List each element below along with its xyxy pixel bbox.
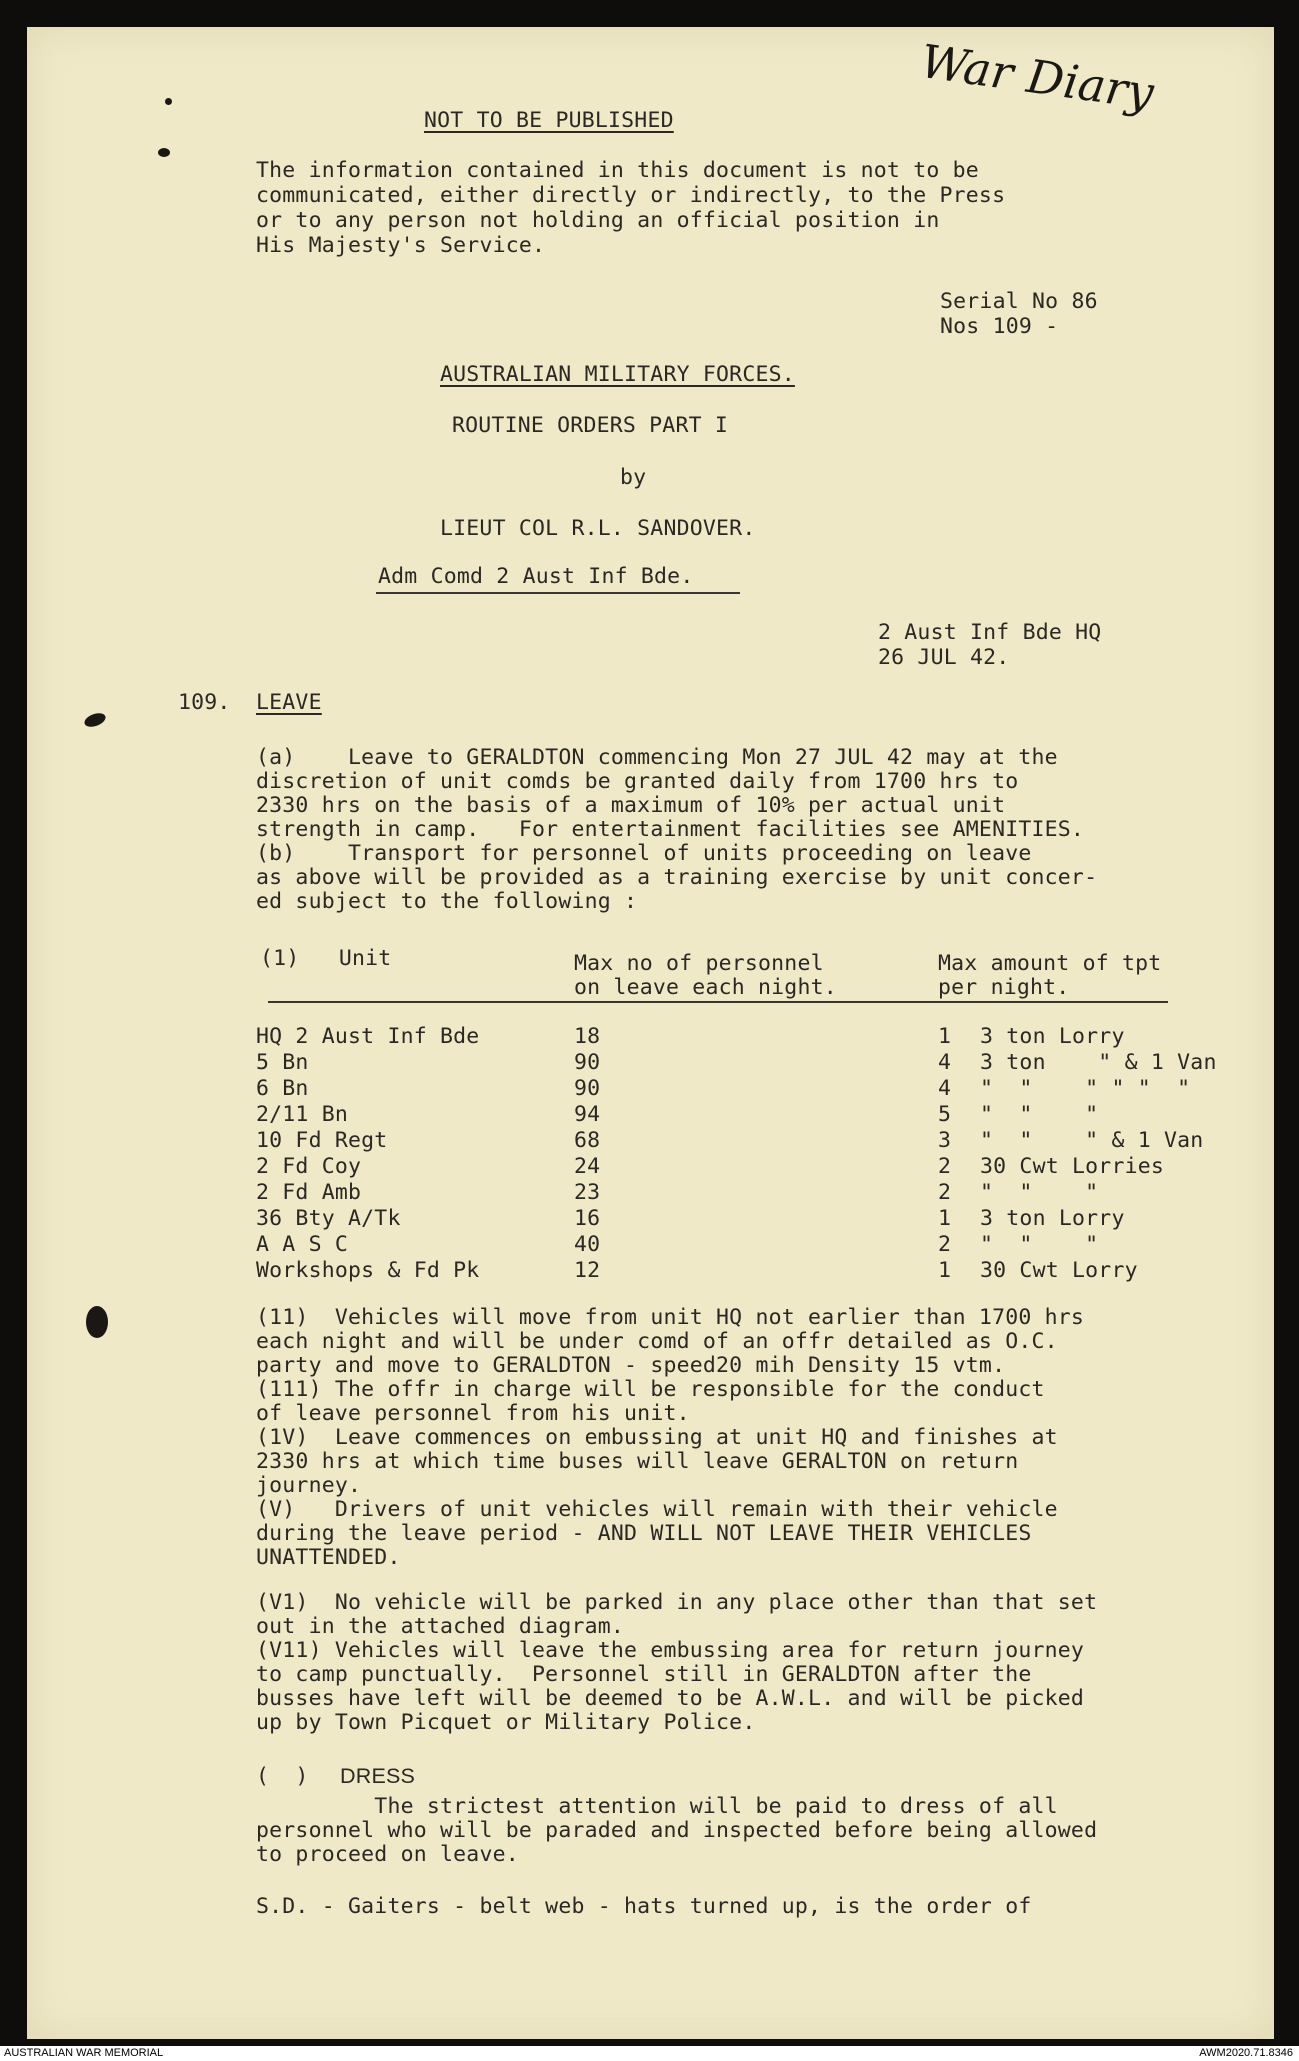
item-number: 109. — [178, 690, 231, 715]
title-by: by — [620, 465, 647, 490]
serial-number: Serial No 86 — [940, 289, 1098, 314]
hq-location: 2 Aust Inf Bde HQ — [878, 620, 1102, 645]
footer-bar — [0, 2046, 1299, 2061]
count-cell: 5 — [938, 1102, 952, 1127]
tpt-cell: 30 Cwt Lorries — [980, 1154, 1165, 1179]
tpt-cell: " " " & 1 Van — [980, 1128, 1204, 1153]
tpt-cell: 30 Cwt Lorry — [980, 1258, 1138, 1283]
tpt-cell: " " " — [980, 1232, 1099, 1257]
table-header-rule — [268, 1001, 1168, 1003]
table-header-max: Max no of personnel — [574, 951, 824, 976]
ink-mark — [86, 1306, 108, 1338]
tpt-cell: " " " — [980, 1180, 1099, 1205]
final-line: S.D. - Gaiters - belt web - hats turned up, is the order of — [256, 1894, 1032, 1919]
instruction-line: (111) The offr in charge will be responsible for the conduct — [256, 1377, 1045, 1402]
title-forces: AUSTRALIAN MILITARY FORCES. — [440, 362, 795, 387]
ink-mark — [165, 98, 172, 105]
unit-cell: HQ 2 Aust Inf Bde — [256, 1024, 480, 1049]
title-officer: LIEUT COL R.L. SANDOVER. — [440, 516, 756, 541]
instruction-line: each night and will be under comd of an offr detailed as O.C. — [256, 1329, 1058, 1354]
instruction-line: party and move to GERALDTON - speed20 mih Density 15 vtm. — [256, 1353, 1006, 1378]
ink-mark — [158, 148, 170, 157]
count-cell: 1 — [938, 1206, 952, 1231]
tpt-cell: " " " — [980, 1102, 1099, 1127]
instruction-line: busses have left will be deemed to be A.W.L. and will be picked — [256, 1686, 1085, 1711]
instruction-line: (1V) Leave commences on embussing at unit HQ and finishes at — [256, 1425, 1058, 1450]
unit-cell: 2/11 Bn — [256, 1102, 349, 1127]
instruction-line: (V) Drivers of unit vehicles will remain with their vehicle — [256, 1497, 1058, 1522]
instruction-line: journey. — [256, 1473, 362, 1498]
instruction-line: of leave personnel from his unit. — [256, 1401, 690, 1426]
notice-line: The information contained in this document is not to be — [256, 158, 979, 183]
footer-accession: AWM2020.71.8346 — [1199, 2047, 1293, 2059]
max-cell: 24 — [574, 1154, 601, 1179]
count-cell: 1 — [938, 1258, 952, 1283]
count-cell: 4 — [938, 1050, 952, 1075]
tpt-cell: " " " " " " — [980, 1076, 1191, 1101]
count-cell: 4 — [938, 1076, 952, 1101]
dress-title: DRESS — [340, 1764, 416, 1788]
table-header-unit: (1) Unit — [260, 946, 392, 971]
dress-line: personnel who will be paraded and inspected before being allowed — [256, 1818, 1098, 1843]
table-header-tpt: per night. — [938, 975, 1070, 1000]
dress-label: ( ) — [256, 1764, 309, 1789]
notice-line: or to any person not holding an official position in — [256, 208, 940, 233]
table-header-max: on leave each night. — [574, 975, 837, 1000]
paragraph-line: (a) Leave to GERALDTON commencing Mon 27 JUL 42 may at the — [256, 745, 1058, 770]
document-heading: NOT TO BE PUBLISHED — [424, 108, 674, 133]
instruction-line: out in the attached diagram. — [256, 1614, 625, 1639]
instruction-line: 2330 hrs at which time buses will leave GERALTON on return — [256, 1449, 1019, 1474]
max-cell: 90 — [574, 1050, 601, 1075]
count-cell: 2 — [938, 1180, 952, 1205]
footer-institution: AUSTRALIAN WAR MEMORIAL — [4, 2047, 164, 2059]
instruction-line: (11) Vehicles will move from unit HQ not earlier than 1700 hrs — [256, 1305, 1085, 1330]
title-orders: ROUTINE ORDERS PART I — [452, 413, 729, 438]
instruction-line: (V11) Vehicles will leave the embussing area for return journey — [256, 1638, 1085, 1663]
unit-cell: 10 Fd Regt — [256, 1128, 388, 1153]
tpt-cell: 3 ton Lorry — [980, 1206, 1125, 1231]
instruction-line: during the leave period - AND WILL NOT LEAVE THEIR VEHICLES — [256, 1521, 1032, 1546]
dress-line: The strictest attention will be paid to dress of all — [256, 1794, 1058, 1819]
tpt-cell: 3 ton Lorry — [980, 1024, 1125, 1049]
instruction-line: up by Town Picquet or Military Police. — [256, 1710, 756, 1735]
unit-cell: 36 Bty A/Tk — [256, 1206, 401, 1231]
count-cell: 2 — [938, 1154, 952, 1179]
notice-line: His Majesty's Service. — [256, 233, 546, 258]
unit-cell: A A S C — [256, 1232, 349, 1257]
paragraph-line: strength in camp. For entertainment facilities see AMENITIES. — [256, 817, 1085, 842]
unit-cell: 2 Fd Amb — [256, 1180, 362, 1205]
dress-line: to proceed on leave. — [256, 1842, 519, 1867]
order-numbers: Nos 109 - — [940, 314, 1059, 339]
order-date: 26 JUL 42. — [878, 645, 1010, 670]
paragraph-line: 2330 hrs on the basis of a maximum of 10% per actual unit — [256, 793, 1006, 818]
max-cell: 12 — [574, 1258, 601, 1283]
max-cell: 18 — [574, 1024, 601, 1049]
max-cell: 90 — [574, 1076, 601, 1101]
max-cell: 68 — [574, 1128, 601, 1153]
paragraph-line: discretion of unit comds be granted daily from 1700 hrs to — [256, 769, 1019, 794]
max-cell: 16 — [574, 1206, 601, 1231]
command-underline — [376, 592, 740, 594]
unit-cell: 2 Fd Coy — [256, 1154, 362, 1179]
instruction-line: (V1) No vehicle will be parked in any place other than that set — [256, 1590, 1098, 1615]
paragraph-line: as above will be provided as a training exercise by unit concer- — [256, 865, 1098, 890]
table-header-tpt: Max amount of tpt — [938, 951, 1162, 976]
unit-cell: 6 Bn — [256, 1076, 309, 1101]
instruction-line: to camp punctually. Personnel still in GERALDTON after the — [256, 1662, 1032, 1687]
handwritten-note: War Diary — [917, 33, 1157, 121]
instruction-line: UNATTENDED. — [256, 1545, 401, 1570]
max-cell: 40 — [574, 1232, 601, 1257]
max-cell: 94 — [574, 1102, 601, 1127]
count-cell: 1 — [938, 1024, 952, 1049]
tpt-cell: 3 ton " & 1 Van — [980, 1050, 1217, 1075]
count-cell: 2 — [938, 1232, 952, 1257]
unit-cell: Workshops & Fd Pk — [256, 1258, 480, 1283]
item-title: LEAVE — [256, 690, 322, 715]
count-cell: 3 — [938, 1128, 952, 1153]
notice-line: communicated, either directly or indirectly, to the Press — [256, 183, 1006, 208]
paragraph-line: ed subject to the following : — [256, 889, 638, 914]
title-command: Adm Comd 2 Aust Inf Bde. — [378, 564, 694, 589]
unit-cell: 5 Bn — [256, 1050, 309, 1075]
max-cell: 23 — [574, 1180, 601, 1205]
paragraph-line: (b) Transport for personnel of units proceeding on leave — [256, 841, 1032, 866]
